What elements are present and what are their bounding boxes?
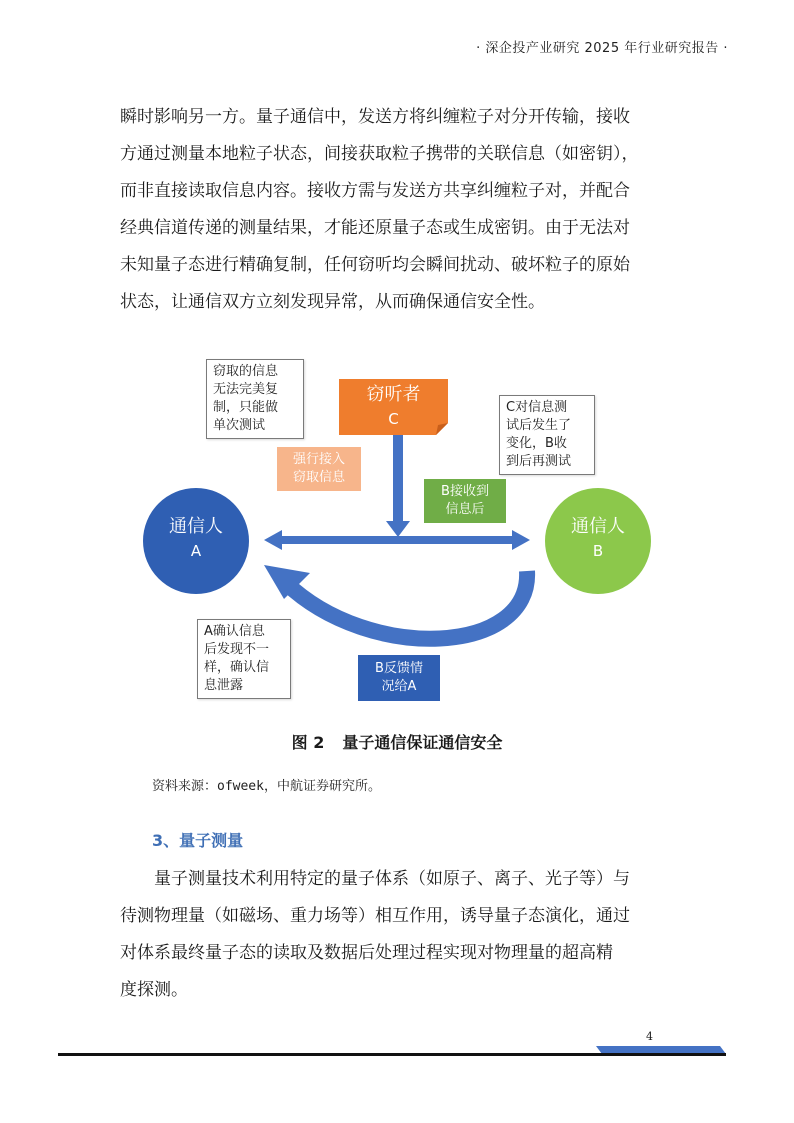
body-paragraph-1 bbox=[120, 99, 676, 321]
node-a-letter: A bbox=[190, 542, 202, 560]
eavesdropper-letter: C bbox=[388, 410, 399, 428]
label-feedback bbox=[358, 655, 440, 701]
label-line: 况给A bbox=[381, 679, 417, 694]
paragraph-line: 量子测量技术利用特定的量子体系（如原子、离子、光子等）与 bbox=[120, 869, 630, 889]
paragraph-line: 对体系最终量子态的读取及数据后处理过程实现对物理量的超高精 bbox=[120, 943, 613, 963]
figure-caption bbox=[0, 730, 794, 753]
eavesdropper-title: 窃听者 bbox=[366, 384, 421, 405]
note-line: 到后再测试 bbox=[506, 454, 572, 469]
node-b-label bbox=[548, 515, 648, 563]
note-line: C对信息测 bbox=[506, 400, 568, 415]
feedback-curved-arrow bbox=[264, 565, 527, 639]
label-b-received bbox=[424, 479, 506, 523]
down-arrow-from-c bbox=[386, 435, 410, 537]
paragraph-line: 而非直接读取信息内容。接收方需与发送方共享纠缠粒子对，并配合 bbox=[120, 181, 630, 201]
node-b-title: 通信人 bbox=[571, 516, 625, 537]
caption-title: 量子通信保证通信安全 bbox=[342, 733, 503, 752]
paragraph-line: 待测物理量（如磁场、重力场等）相互作用，诱导量子态演化，通过 bbox=[120, 906, 630, 926]
footer-rule bbox=[58, 1053, 726, 1056]
note-c-changed bbox=[499, 395, 595, 475]
note-line: 后发现不一 bbox=[204, 642, 270, 657]
note-line: A确认信息 bbox=[204, 624, 265, 639]
node-b-letter: B bbox=[592, 542, 604, 560]
note-copy-limit bbox=[206, 359, 304, 439]
label-line: B反馈情 bbox=[375, 661, 423, 676]
note-line: 制，只能做 bbox=[213, 400, 279, 415]
label-line: 窃取信息 bbox=[292, 470, 345, 485]
note-a-confirms bbox=[197, 619, 291, 699]
section-heading: 3、量子测量 bbox=[152, 831, 244, 850]
note-line: 试后发生了 bbox=[506, 418, 572, 433]
page-number: 4 bbox=[646, 1030, 653, 1043]
body-paragraph-2 bbox=[120, 861, 676, 1009]
label-line: 信息后 bbox=[445, 502, 485, 517]
note-line: 无法完美复 bbox=[213, 382, 279, 397]
node-a-label bbox=[146, 515, 246, 563]
paragraph-line: 瞬时影响另一方。量子通信中，发送方将纠缠粒子对分开传输，接收 bbox=[120, 107, 630, 127]
note-line: 窃取的信息 bbox=[213, 364, 279, 379]
label-line: B接收到 bbox=[441, 484, 489, 499]
node-a-title: 通信人 bbox=[169, 516, 223, 537]
paragraph-line: 度探测。 bbox=[120, 980, 188, 1000]
paragraph-line: 未知量子态进行精确复制，任何窃听均会瞬间扰动、破坏粒子的原始 bbox=[120, 255, 630, 275]
caption-label: 图 2 bbox=[291, 733, 325, 752]
note-line: 变化，B收 bbox=[506, 436, 567, 451]
paragraph-line: 状态，让通信双方立刻发现异常，从而确保通信安全性。 bbox=[120, 292, 545, 312]
paragraph-line: 方通过测量本地粒子状态，间接获取粒子携带的关联信息（如密钥）， bbox=[120, 144, 639, 164]
note-line: 息泄露 bbox=[204, 678, 244, 693]
source-note: 资料来源：ofweek，中航证券研究所。 bbox=[152, 779, 381, 794]
note-line: 单次测试 bbox=[213, 418, 266, 433]
quantum-communication-diagram bbox=[140, 355, 660, 705]
note-line: 样，确认信 bbox=[204, 660, 270, 675]
eavesdropper-label bbox=[339, 383, 448, 431]
paragraph-line: 经典信道传递的测量结果，才能还原量子态或生成密钥。由于无法对 bbox=[120, 218, 630, 238]
label-line: 强行接入 bbox=[292, 452, 345, 467]
label-intercept bbox=[277, 447, 361, 491]
page-header: · 深企投产业研究 2025 年行业研究报告 · bbox=[476, 41, 728, 56]
